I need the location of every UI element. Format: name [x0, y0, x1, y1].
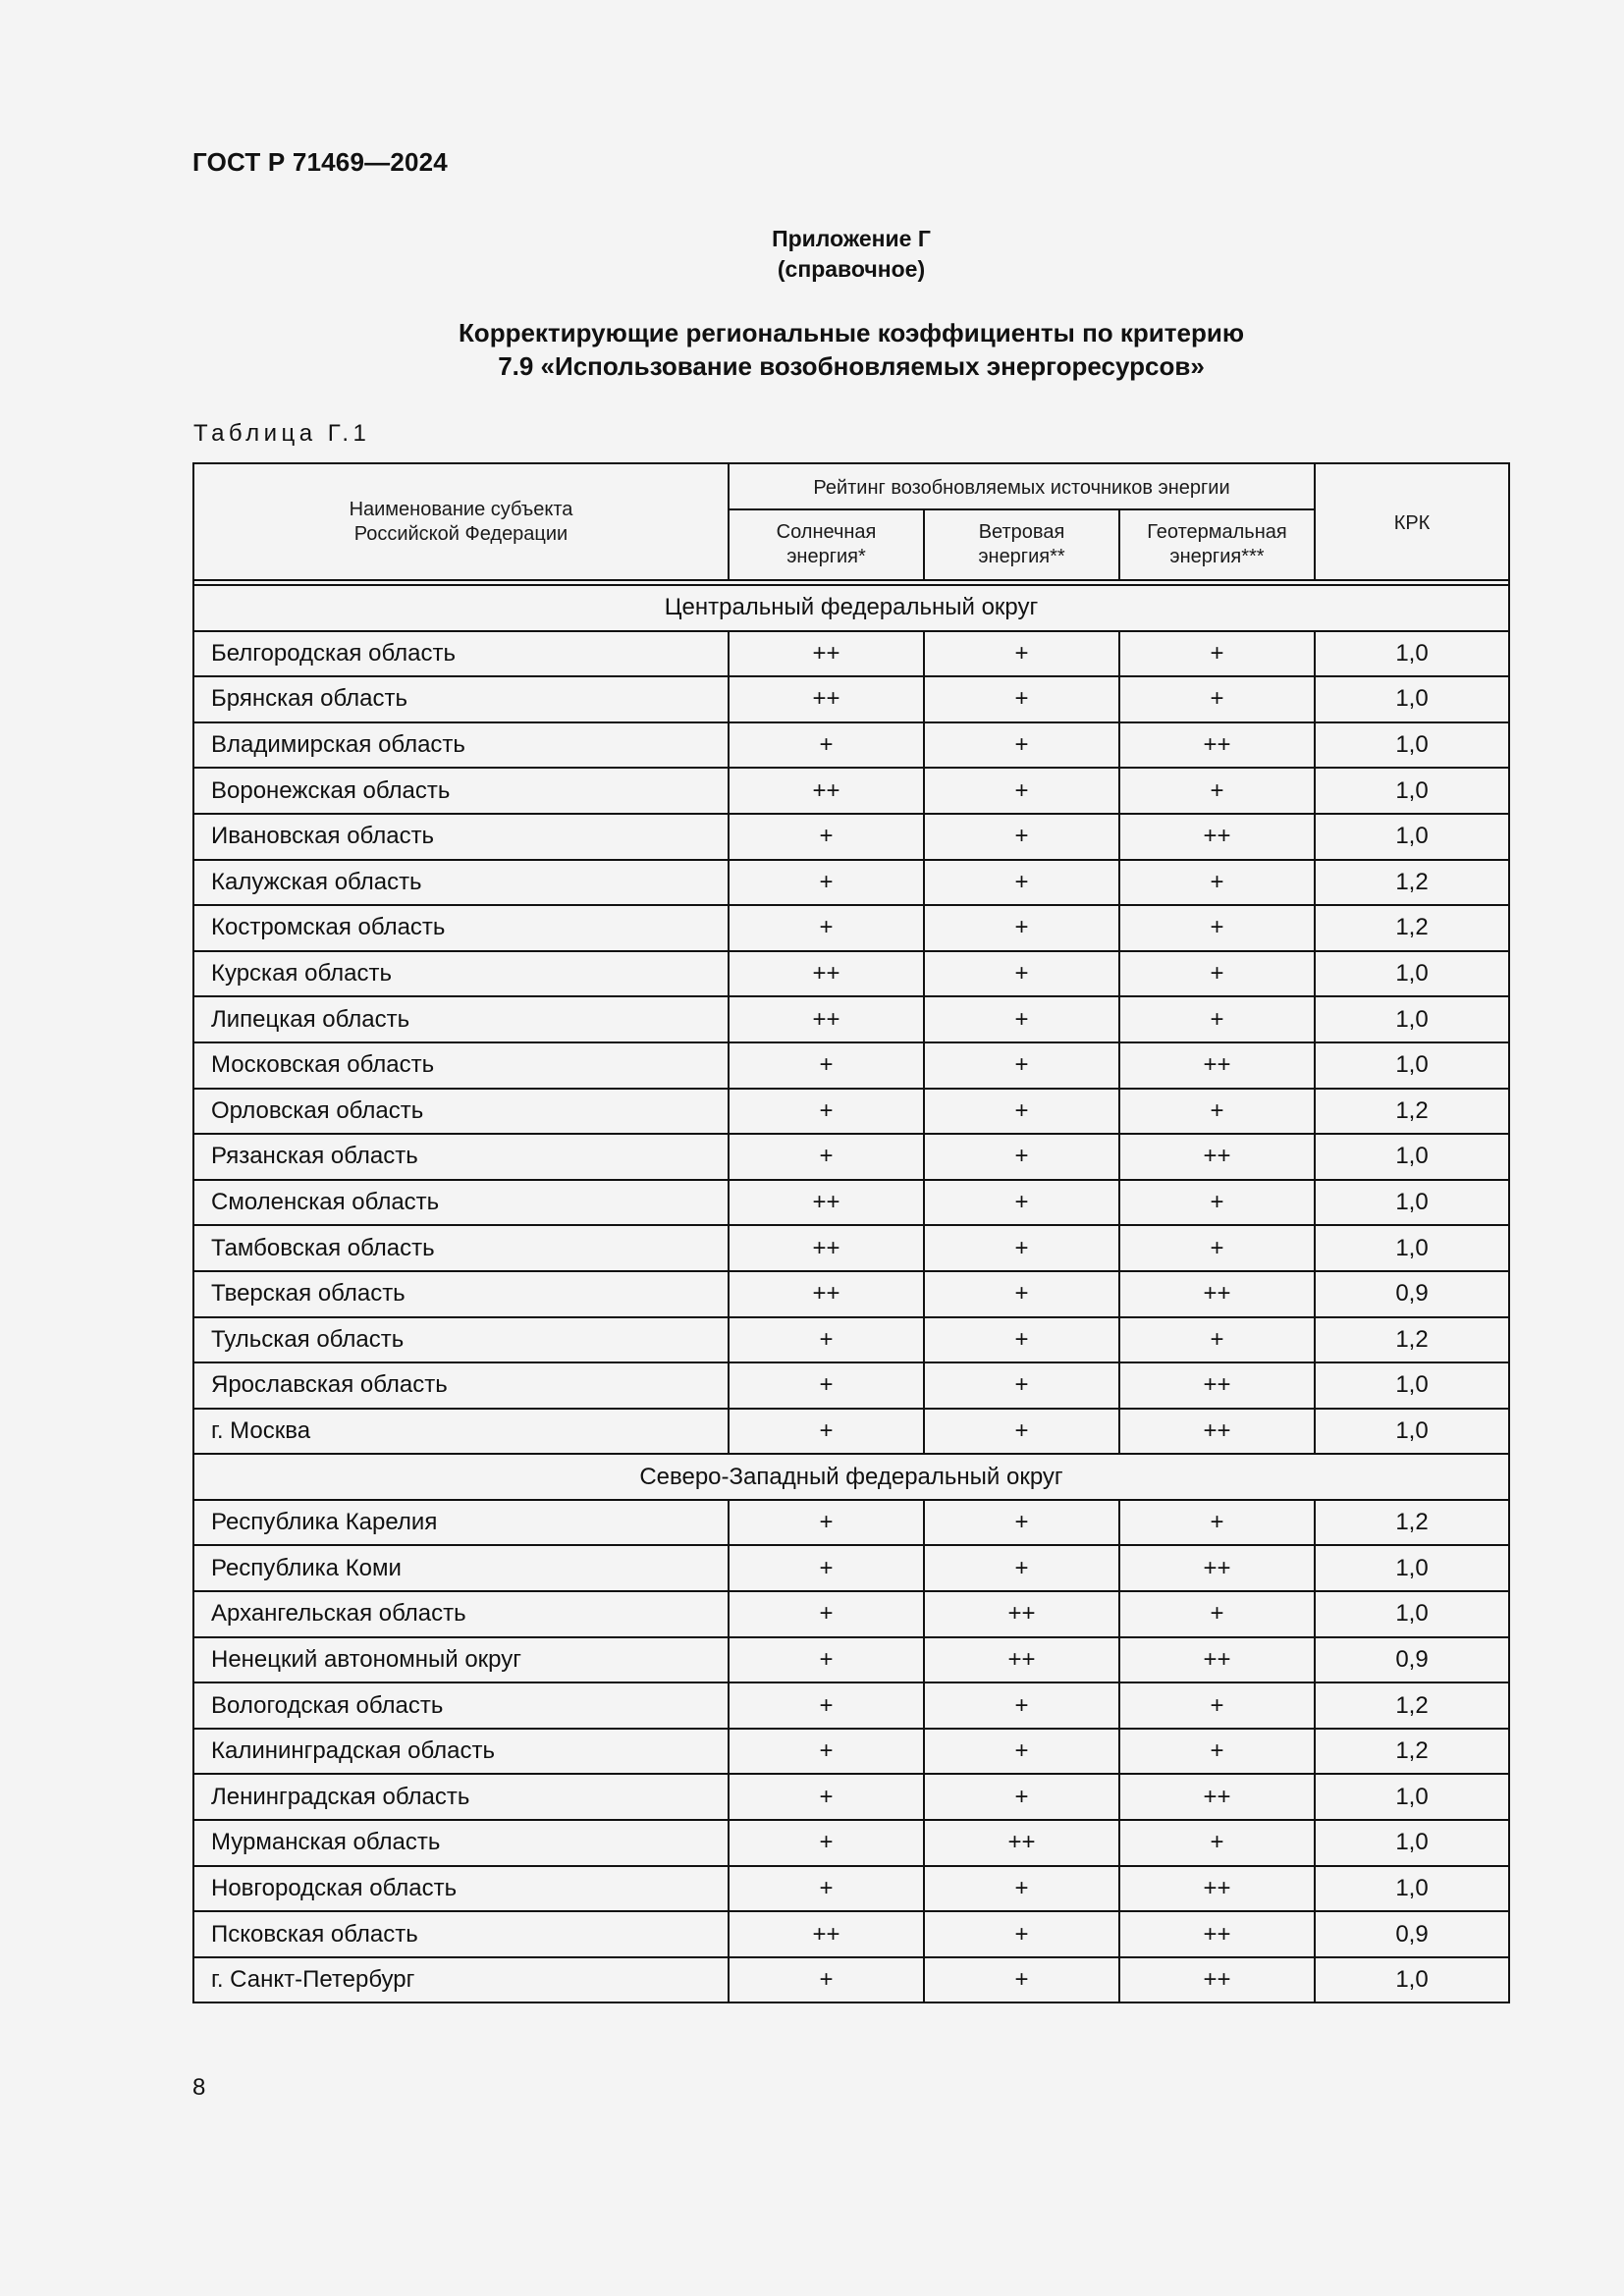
- cell-geo: ++: [1119, 1271, 1315, 1317]
- table-row: [193, 1866, 1509, 1912]
- cell-solar: +: [729, 860, 924, 906]
- cell-wind: +: [924, 1271, 1119, 1317]
- cell-geo: ++: [1119, 722, 1315, 769]
- cell-wind: +: [924, 951, 1119, 997]
- cell-krk: 1,0: [1315, 951, 1509, 997]
- cell-region-name: Калининградская область: [193, 1729, 729, 1775]
- cell-geo: ++: [1119, 1774, 1315, 1820]
- cell-krk: 1,0: [1315, 768, 1509, 814]
- cell-region-name: Псковская область: [193, 1911, 729, 1957]
- table-header-row: [193, 463, 1509, 509]
- cell-wind: +: [924, 905, 1119, 951]
- table-row: [193, 1774, 1509, 1820]
- district-row: [193, 585, 1509, 631]
- coefficients-table: [192, 462, 1510, 2003]
- table-row: [193, 1682, 1509, 1729]
- cell-region-name: Владимирская область: [193, 722, 729, 769]
- cell-wind: +: [924, 1500, 1119, 1546]
- cell-geo: +: [1119, 1729, 1315, 1775]
- cell-wind: +: [924, 676, 1119, 722]
- cell-solar: +: [729, 1409, 924, 1455]
- table-row: [193, 1089, 1509, 1135]
- cell-region-name: Смоленская область: [193, 1180, 729, 1226]
- cell-geo: ++: [1119, 814, 1315, 860]
- table-row: [193, 1362, 1509, 1409]
- district-row: [193, 1454, 1509, 1500]
- cell-krk: 0,9: [1315, 1271, 1509, 1317]
- district-central: Центральный федеральный округ: [193, 585, 1509, 631]
- cell-krk: 1,2: [1315, 1500, 1509, 1546]
- cell-region-name: Ярославская область: [193, 1362, 729, 1409]
- cell-geo: +: [1119, 1317, 1315, 1363]
- table-label: Таблица Г.1: [193, 420, 371, 447]
- cell-region-name: Тверская область: [193, 1271, 729, 1317]
- cell-krk: 1,0: [1315, 1866, 1509, 1912]
- cell-solar: ++: [729, 951, 924, 997]
- appendix-title: Приложение Г: [772, 226, 931, 251]
- table-row: [193, 1729, 1509, 1775]
- cell-wind: +: [924, 1911, 1119, 1957]
- cell-solar: +: [729, 1591, 924, 1637]
- cell-solar: +: [729, 1637, 924, 1683]
- cell-krk: 1,0: [1315, 1545, 1509, 1591]
- cell-wind: +: [924, 1089, 1119, 1135]
- cell-region-name: Рязанская область: [193, 1134, 729, 1180]
- table-row: [193, 1134, 1509, 1180]
- section-title-line1: Корректирующие региональные коэффициенты по критерию: [458, 318, 1245, 347]
- cell-geo: ++: [1119, 1409, 1315, 1455]
- cell-wind: +: [924, 814, 1119, 860]
- cell-wind: +: [924, 1409, 1119, 1455]
- cell-krk: 1,2: [1315, 860, 1509, 906]
- table-row: [193, 1225, 1509, 1271]
- table-row: [193, 768, 1509, 814]
- cell-geo: +: [1119, 768, 1315, 814]
- cell-geo: +: [1119, 1820, 1315, 1866]
- cell-wind: +: [924, 860, 1119, 906]
- cell-krk: 1,2: [1315, 1089, 1509, 1135]
- cell-krk: 1,0: [1315, 1134, 1509, 1180]
- cell-solar: ++: [729, 676, 924, 722]
- cell-solar: +: [729, 1729, 924, 1775]
- cell-krk: 1,2: [1315, 1317, 1509, 1363]
- cell-solar: ++: [729, 996, 924, 1042]
- cell-solar: +: [729, 814, 924, 860]
- table-row: [193, 676, 1509, 722]
- cell-krk: 1,0: [1315, 1180, 1509, 1226]
- cell-wind: +: [924, 996, 1119, 1042]
- cell-region-name: г. Санкт-Петербург: [193, 1957, 729, 2003]
- cell-geo: ++: [1119, 1362, 1315, 1409]
- cell-wind: ++: [924, 1820, 1119, 1866]
- cell-geo: ++: [1119, 1042, 1315, 1089]
- cell-solar: ++: [729, 1225, 924, 1271]
- cell-solar: +: [729, 1866, 924, 1912]
- table-row: [193, 1042, 1509, 1089]
- cell-geo: +: [1119, 1180, 1315, 1226]
- section-title-line2: 7.9 «Использование возобновляемых энергоресурсов»: [498, 351, 1205, 381]
- cell-geo: +: [1119, 905, 1315, 951]
- cell-krk: 1,0: [1315, 1820, 1509, 1866]
- cell-region-name: Костромская область: [193, 905, 729, 951]
- cell-region-name: Тамбовская область: [193, 1225, 729, 1271]
- table-row: [193, 951, 1509, 997]
- cell-krk: 1,0: [1315, 1042, 1509, 1089]
- cell-wind: ++: [924, 1637, 1119, 1683]
- table-row: [193, 1317, 1509, 1363]
- cell-solar: +: [729, 1545, 924, 1591]
- cell-krk: 1,0: [1315, 1225, 1509, 1271]
- cell-region-name: Калужская область: [193, 860, 729, 906]
- cell-geo: ++: [1119, 1637, 1315, 1683]
- cell-region-name: Республика Коми: [193, 1545, 729, 1591]
- table-row: [193, 905, 1509, 951]
- cell-krk: 1,0: [1315, 1409, 1509, 1455]
- cell-region-name: Орловская область: [193, 1089, 729, 1135]
- cell-region-name: Тульская область: [193, 1317, 729, 1363]
- cell-region-name: Ненецкий автономный округ: [193, 1637, 729, 1683]
- cell-krk: 1,0: [1315, 631, 1509, 677]
- table-row: [193, 722, 1509, 769]
- cell-geo: +: [1119, 951, 1315, 997]
- cell-wind: +: [924, 1042, 1119, 1089]
- cell-geo: ++: [1119, 1866, 1315, 1912]
- cell-krk: 1,0: [1315, 722, 1509, 769]
- cell-krk: 0,9: [1315, 1637, 1509, 1683]
- cell-solar: ++: [729, 1911, 924, 1957]
- table-row: [193, 1500, 1509, 1546]
- cell-region-name: Московская область: [193, 1042, 729, 1089]
- cell-krk: 0,9: [1315, 1911, 1509, 1957]
- cell-solar: +: [729, 1317, 924, 1363]
- cell-solar: +: [729, 1820, 924, 1866]
- cell-geo: ++: [1119, 1545, 1315, 1591]
- cell-region-name: Новгородская область: [193, 1866, 729, 1912]
- table-row: [193, 1820, 1509, 1866]
- cell-krk: 1,0: [1315, 1591, 1509, 1637]
- header-subject-name: Наименование субъекта Российской Федерации: [193, 463, 729, 580]
- header-wind: Ветровая энергия**: [924, 509, 1119, 580]
- table-row: [193, 1409, 1509, 1455]
- cell-solar: +: [729, 1089, 924, 1135]
- table-row: [193, 1911, 1509, 1957]
- cell-solar: +: [729, 1682, 924, 1729]
- table-row: [193, 996, 1509, 1042]
- cell-region-name: Ивановская область: [193, 814, 729, 860]
- cell-krk: 1,2: [1315, 905, 1509, 951]
- table-row: [193, 631, 1509, 677]
- cell-krk: 1,0: [1315, 1362, 1509, 1409]
- cell-solar: +: [729, 1134, 924, 1180]
- table-row: [193, 860, 1509, 906]
- header-geo: Геотермальная энергия***: [1119, 509, 1315, 580]
- table-row: [193, 1180, 1509, 1226]
- page-number: 8: [192, 2074, 206, 2101]
- table-row: [193, 1637, 1509, 1683]
- cell-geo: +: [1119, 1500, 1315, 1546]
- cell-region-name: Воронежская область: [193, 768, 729, 814]
- cell-wind: +: [924, 722, 1119, 769]
- cell-solar: +: [729, 1500, 924, 1546]
- cell-geo: +: [1119, 1591, 1315, 1637]
- cell-region-name: Республика Карелия: [193, 1500, 729, 1546]
- table-row: [193, 1545, 1509, 1591]
- cell-solar: ++: [729, 768, 924, 814]
- header-solar: Солнечная энергия*: [729, 509, 924, 580]
- table-row: [193, 814, 1509, 860]
- cell-geo: +: [1119, 1682, 1315, 1729]
- cell-region-name: Курская область: [193, 951, 729, 997]
- cell-krk: 1,2: [1315, 1682, 1509, 1729]
- cell-wind: +: [924, 1362, 1119, 1409]
- cell-wind: +: [924, 1957, 1119, 2003]
- cell-wind: +: [924, 631, 1119, 677]
- table-row: [193, 1271, 1509, 1317]
- header-krk: КРК: [1315, 463, 1509, 580]
- section-title: [0, 316, 1624, 383]
- cell-krk: 1,0: [1315, 996, 1509, 1042]
- cell-region-name: Ленинградская область: [193, 1774, 729, 1820]
- cell-geo: +: [1119, 1089, 1315, 1135]
- document-code: ГОСТ Р 71469—2024: [192, 147, 448, 177]
- cell-region-name: Архангельская область: [193, 1591, 729, 1637]
- table-row: [193, 1957, 1509, 2003]
- cell-geo: +: [1119, 1225, 1315, 1271]
- cell-geo: ++: [1119, 1911, 1315, 1957]
- cell-wind: +: [924, 1180, 1119, 1226]
- cell-geo: ++: [1119, 1957, 1315, 2003]
- cell-geo: +: [1119, 631, 1315, 677]
- cell-solar: ++: [729, 631, 924, 677]
- cell-region-name: Вологодская область: [193, 1682, 729, 1729]
- cell-wind: +: [924, 1317, 1119, 1363]
- cell-solar: +: [729, 905, 924, 951]
- cell-krk: 1,0: [1315, 676, 1509, 722]
- cell-region-name: Мурманская область: [193, 1820, 729, 1866]
- cell-solar: +: [729, 722, 924, 769]
- cell-krk: 1,2: [1315, 1729, 1509, 1775]
- cell-region-name: г. Москва: [193, 1409, 729, 1455]
- cell-wind: +: [924, 1134, 1119, 1180]
- header-rating-group: Рейтинг возобновляемых источников энергии: [729, 463, 1315, 509]
- cell-wind: +: [924, 1225, 1119, 1271]
- cell-solar: +: [729, 1042, 924, 1089]
- appendix-heading: [0, 224, 1624, 285]
- cell-region-name: Липецкая область: [193, 996, 729, 1042]
- cell-solar: +: [729, 1957, 924, 2003]
- cell-wind: +: [924, 1545, 1119, 1591]
- cell-wind: +: [924, 1866, 1119, 1912]
- appendix-subtitle: (справочное): [777, 256, 926, 282]
- cell-wind: +: [924, 1682, 1119, 1729]
- cell-wind: +: [924, 768, 1119, 814]
- cell-krk: 1,0: [1315, 1957, 1509, 2003]
- cell-solar: ++: [729, 1180, 924, 1226]
- cell-krk: 1,0: [1315, 1774, 1509, 1820]
- table-row: [193, 1591, 1509, 1637]
- cell-region-name: Белгородская область: [193, 631, 729, 677]
- cell-geo: +: [1119, 860, 1315, 906]
- cell-region-name: Брянская область: [193, 676, 729, 722]
- cell-solar: +: [729, 1774, 924, 1820]
- cell-krk: 1,0: [1315, 814, 1509, 860]
- cell-wind: +: [924, 1729, 1119, 1775]
- district-northwest: Северо-Западный федеральный округ: [193, 1454, 1509, 1500]
- cell-wind: ++: [924, 1591, 1119, 1637]
- cell-geo: +: [1119, 676, 1315, 722]
- cell-solar: +: [729, 1362, 924, 1409]
- cell-solar: ++: [729, 1271, 924, 1317]
- cell-wind: +: [924, 1774, 1119, 1820]
- cell-geo: +: [1119, 996, 1315, 1042]
- cell-geo: ++: [1119, 1134, 1315, 1180]
